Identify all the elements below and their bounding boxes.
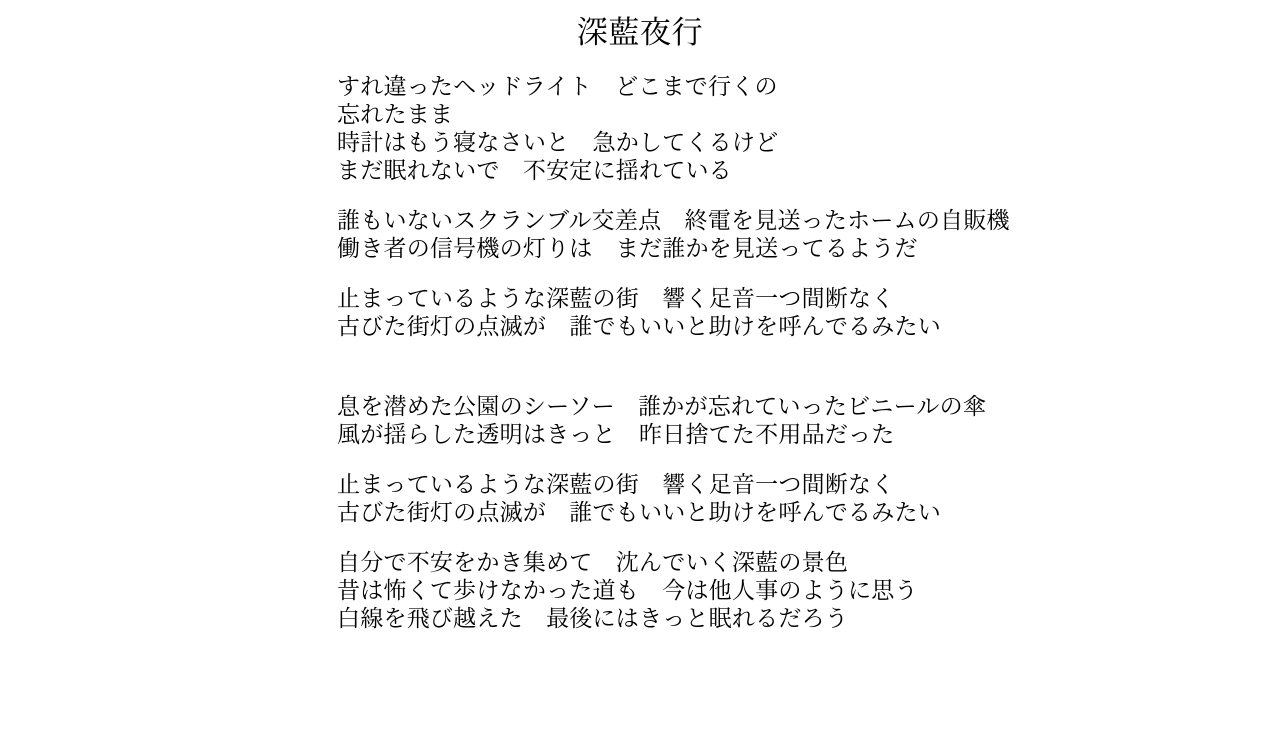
lyrics-stanza xyxy=(337,207,1280,263)
lyrics-line: 古びた街灯の点滅が 誰でもいいと助けを呼んでるみたい xyxy=(337,500,941,526)
document-page xyxy=(0,14,1280,734)
lyrics-stanza xyxy=(337,73,1280,185)
lyrics-line: 昔は怖くて歩けなかった道も 今は他人事のように思う xyxy=(337,578,918,604)
lyrics-line: 自分で不安をかき集めて 沈んでいく深藍の景色 xyxy=(337,550,849,576)
lyrics-line: 止まっているような深藍の街 響く足音一つ間断なく xyxy=(337,472,895,498)
lyrics-line: まだ眠れないで 不安定に揺れている xyxy=(337,158,732,184)
lyrics-line: すれ違ったヘッドライト どこまで行くの xyxy=(337,74,778,100)
lyrics-line: 古びた街灯の点滅が 誰でもいいと助けを呼んでるみたい xyxy=(337,314,941,340)
lyrics-line: 風が揺らした透明はきっと 昨日捨てた不用品だった xyxy=(337,422,895,448)
lyrics-stanza xyxy=(337,285,1280,341)
lyrics-stanza xyxy=(337,549,1280,633)
lyrics-line: 働き者の信号機の灯りは まだ誰かを見送ってるようだ xyxy=(337,236,918,262)
lyrics-body xyxy=(0,73,1280,633)
lyrics-line: 誰もいないスクランブル交差点 終電を見送ったホームの自販機 xyxy=(337,208,1010,234)
lyrics-line: 忘れたまま xyxy=(337,102,454,128)
lyrics-stanza xyxy=(337,471,1280,527)
lyrics-stanza xyxy=(337,393,1280,449)
lyrics-line: 白線を飛び越えた 最後にはきっと眠れるだろう xyxy=(337,606,849,632)
lyrics-line: 息を潜めた公園のシーソー 誰かが忘れていったビニールの傘 xyxy=(337,394,987,420)
page-title: 深藍夜行 xyxy=(576,15,704,50)
lyrics-line: 時計はもう寝なさいと 急かしてくるけど xyxy=(337,130,779,156)
lyrics-line: 止まっているような深藍の街 響く足音一つ間断なく xyxy=(337,286,895,312)
